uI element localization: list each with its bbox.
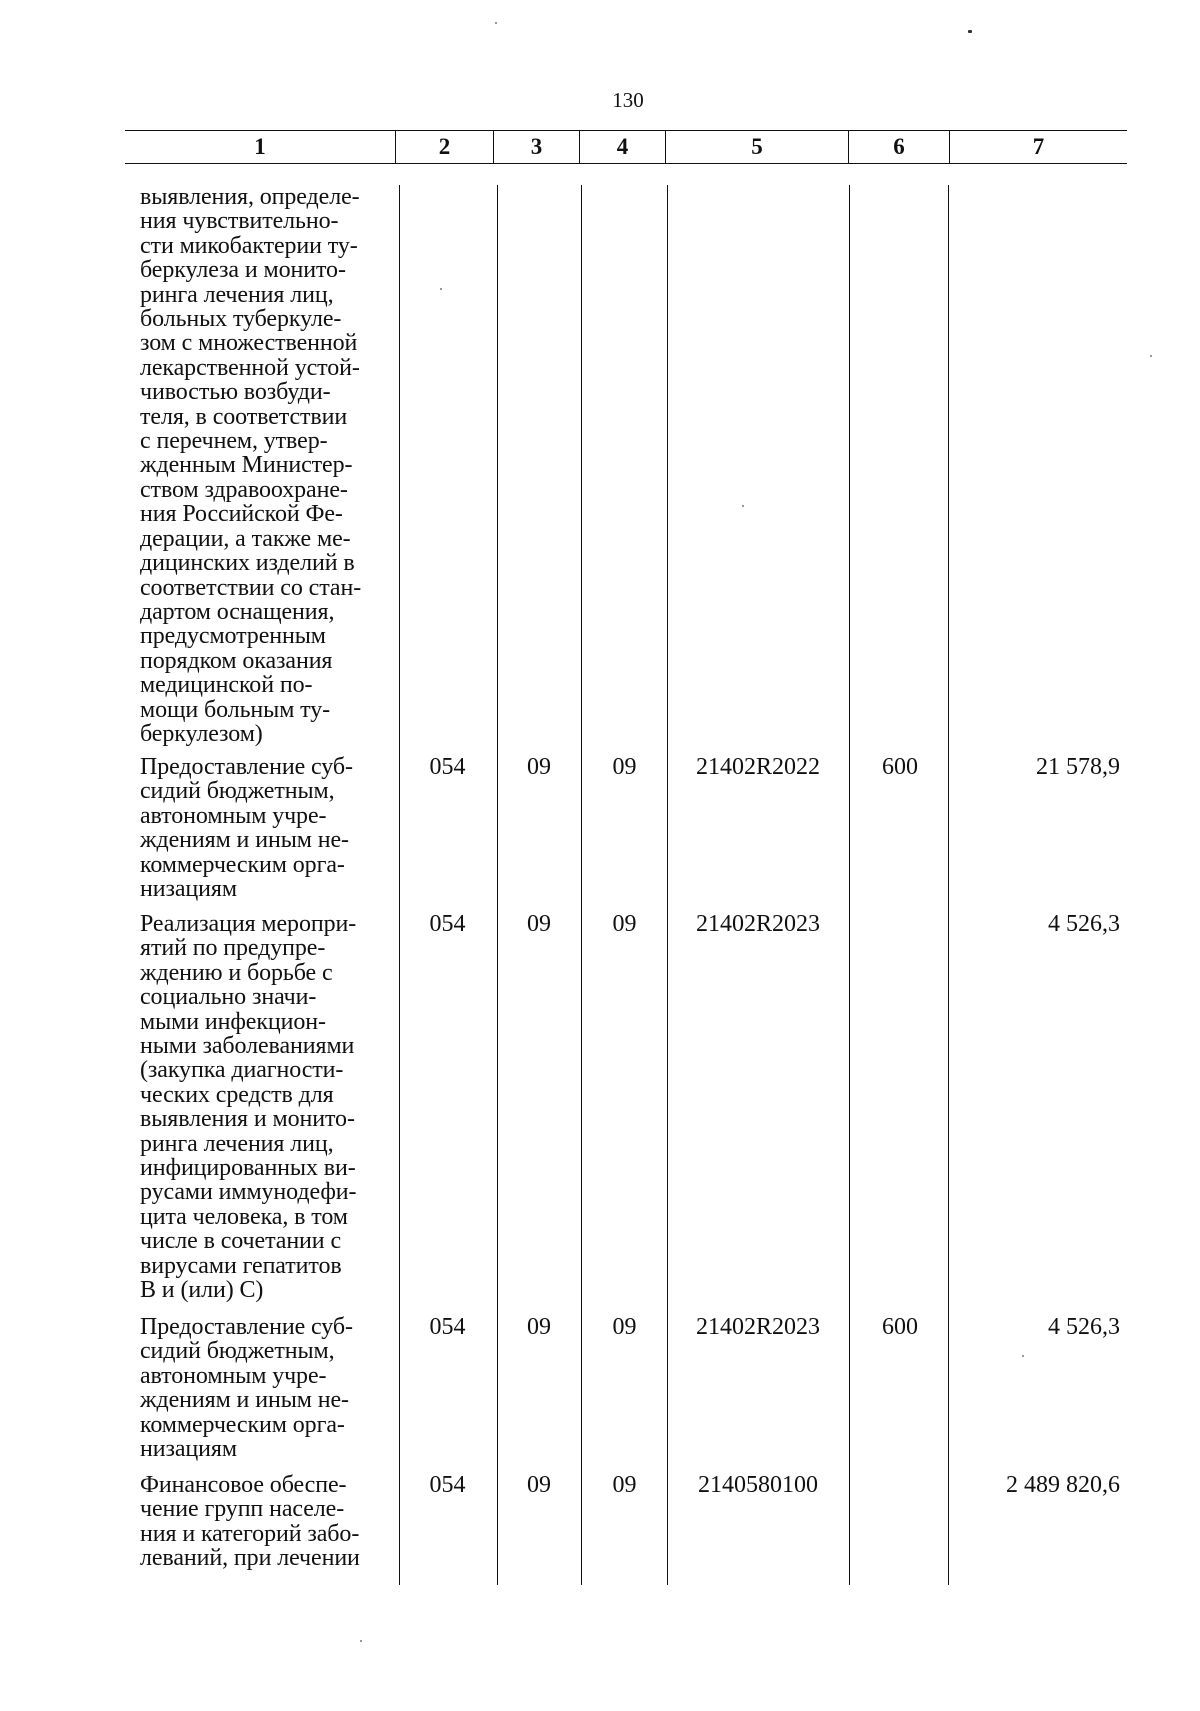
row-amount: 4 526,3 xyxy=(1048,911,1120,937)
column-divider xyxy=(849,185,850,1585)
row-ministry-code: 054 xyxy=(429,911,466,937)
row-target-article: 2140580100 xyxy=(698,1472,818,1498)
row-amount: 2 489 820,6 xyxy=(1006,1472,1120,1498)
row-section-code: 09 xyxy=(527,911,551,937)
row-amount: 21 578,9 xyxy=(1036,754,1120,780)
row-subsection-code: 09 xyxy=(612,754,637,780)
row-ministry-code: 054 xyxy=(429,754,466,780)
scan-speck xyxy=(495,22,497,24)
row-amount: 4 526,3 xyxy=(1048,1314,1120,1340)
page-number: 130 xyxy=(612,88,644,112)
column-divider xyxy=(667,185,668,1585)
row-subsection-code: 09 xyxy=(612,1472,637,1498)
row-subsection-code: 09 xyxy=(612,1314,637,1340)
row-section-code: 09 xyxy=(527,754,551,780)
row-description: Предоставление суб- сидий бюджетным, автономным учре- ждениям и иным не- коммерческим орга- низациям xyxy=(140,1314,353,1463)
header-col-1: 1 xyxy=(125,131,396,163)
header-col-6: 6 xyxy=(849,131,950,163)
header-col-7: 7 xyxy=(1032,134,1045,159)
column-divider xyxy=(948,185,949,1585)
row-target-article: 21402R2023 xyxy=(695,1314,820,1340)
header-col-4: 4 xyxy=(580,131,666,163)
row-ministry-code: 054 xyxy=(429,1314,466,1340)
row-description: Предоставление суб- сидий бюджетным, автономным учре- ждениям и иным не- коммерческим орга- низациям xyxy=(140,754,353,903)
scan-speck xyxy=(1022,1355,1024,1357)
row-target-article: 21402R2023 xyxy=(695,911,820,937)
column-divider xyxy=(399,185,400,1585)
row-description: Финансовое обеспе- чение групп населе- ния и категорий забо- леваний, при лечении xyxy=(140,1472,360,1572)
row-description: Реализация меропри- ятий по предупре- ждению и борьбе с социально значи- мыми инфекцион- ными заболеваниями (закупка диагности- ческих средств для выявления и монито- ринга лечения лиц, инфицированных ви- русами иммунодефи- цита человека, в том числе в сочетании с вирусами гепатитов В и (или) С) xyxy=(140,911,357,1304)
row-description: выявления, определе- ния чувствительно- сти микобактерии ту- беркулеза и монито- ринга лечения лиц, больных туберкуле- зом с множественной лекарственной устой- чивостью возбуди- теля, в соответствии с перечнем, утвер- жденным Министер- ством здравоохране- ния Российской Фе- дерации, а также ме- дицинских изделий в соответствии со стан- дартом оснащения, предусмотренным порядком оказания медицинской по- мощи больным ту- беркулезом) xyxy=(140,184,362,747)
header-col-3: 3 xyxy=(494,131,580,163)
table-header xyxy=(125,130,1127,164)
column-divider xyxy=(581,185,582,1585)
row-ministry-code: 054 xyxy=(429,1472,466,1498)
column-divider xyxy=(497,185,498,1585)
row-subsection-code: 09 xyxy=(612,911,637,937)
row-target-article: 21402R2022 xyxy=(695,754,820,780)
row-section-code: 09 xyxy=(527,1314,551,1340)
row-expense-type: 600 xyxy=(882,754,918,780)
scan-speck xyxy=(360,1640,362,1642)
header-col-5: 5 xyxy=(666,131,849,163)
scan-speck xyxy=(742,505,744,507)
scan-speck xyxy=(968,30,972,33)
scan-speck xyxy=(440,288,442,290)
row-section-code: 09 xyxy=(527,1472,551,1498)
header-col-2: 2 xyxy=(396,131,494,163)
row-expense-type: 600 xyxy=(882,1314,918,1340)
scan-speck xyxy=(1150,355,1152,357)
table-body xyxy=(0,185,1200,1585)
